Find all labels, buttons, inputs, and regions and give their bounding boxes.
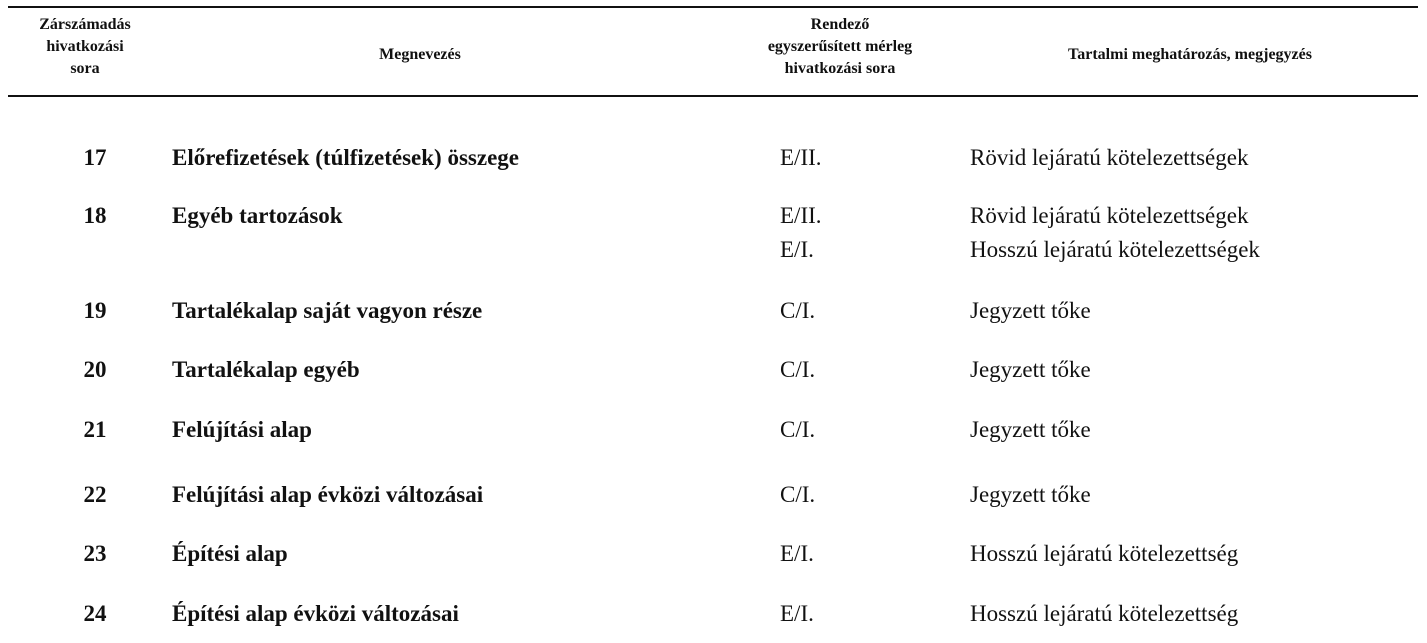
header-col-reference-line-1: Zárszámadás bbox=[39, 16, 131, 33]
row-21-balance-ref: C/I. bbox=[780, 417, 816, 442]
row-17-name: Előrefizetések (túlfizetések) összege bbox=[172, 145, 519, 170]
header-bottom-rule bbox=[8, 95, 1418, 97]
row-22-content: Jegyzett tőke bbox=[970, 482, 1091, 507]
row-19-content: Jegyzett tőke bbox=[970, 298, 1091, 323]
row-24-balance-ref: E/I. bbox=[780, 601, 814, 626]
row-18-name: Egyéb tartozások bbox=[172, 203, 343, 228]
row-22-number: 22 bbox=[83, 482, 107, 507]
row-18-content: Rövid lejáratú kötelezettségek bbox=[970, 203, 1249, 228]
row-18b-content: Hosszú lejáratú kötelezettségek bbox=[970, 237, 1260, 262]
header-col-balance-ref-line-3: hivatkozási sora bbox=[784, 60, 896, 77]
header-col-reference-line-3: sora bbox=[70, 60, 100, 77]
row-23-balance-ref: E/I. bbox=[780, 541, 814, 566]
row-22-balance-ref: C/I. bbox=[780, 482, 816, 507]
row-17-balance-ref: E/II. bbox=[780, 145, 822, 170]
row-21-content: Jegyzett tőke bbox=[970, 417, 1091, 442]
row-20-number: 20 bbox=[83, 357, 107, 382]
row-24-number: 24 bbox=[83, 601, 107, 626]
row-23-content: Hosszú lejáratú kötelezettség bbox=[970, 541, 1239, 566]
header-col-reference bbox=[10, 14, 160, 80]
row-17-content: Rövid lejáratú kötelezettségek bbox=[970, 145, 1249, 170]
row-19-name: Tartalékalap saját vagyon része bbox=[172, 298, 483, 323]
row-18-balance-ref: E/II. bbox=[780, 203, 822, 228]
row-21-name: Felújítási alap bbox=[172, 417, 312, 442]
header-col-content-label: Tartalmi meghatározás, megjegyzés bbox=[1068, 46, 1312, 63]
row-18b-balance-ref: E/I. bbox=[780, 237, 814, 262]
header-col-balance-ref-line-2: egyszerűsített mérleg bbox=[767, 38, 913, 55]
row-24-content: Hosszú lejáratú kötelezettség bbox=[970, 601, 1239, 626]
header-col-content bbox=[990, 44, 1390, 66]
row-20-name: Tartalékalap egyéb bbox=[172, 357, 360, 382]
row-23-name: Építési alap bbox=[172, 541, 288, 566]
row-22-name: Felújítási alap évközi változásai bbox=[172, 482, 484, 507]
header-col-name-label: Megnevezés bbox=[379, 46, 461, 63]
header-col-balance-ref bbox=[720, 14, 960, 80]
header-col-balance-ref-line-1: Rendező bbox=[810, 16, 870, 33]
row-23-number: 23 bbox=[83, 541, 107, 566]
header-col-name bbox=[300, 44, 540, 66]
row-20-content: Jegyzett tőke bbox=[970, 357, 1091, 382]
row-18-number: 18 bbox=[83, 203, 107, 228]
header-col-reference-line-2: hivatkozási bbox=[46, 38, 124, 55]
row-19-number: 19 bbox=[83, 298, 107, 323]
row-17-number: 17 bbox=[83, 145, 107, 170]
top-rule bbox=[8, 6, 1418, 8]
row-19-balance-ref: C/I. bbox=[780, 298, 816, 323]
row-20-balance-ref: C/I. bbox=[780, 357, 816, 382]
row-24-name: Építési alap évközi változásai bbox=[172, 601, 459, 626]
row-21-number: 21 bbox=[83, 417, 107, 442]
